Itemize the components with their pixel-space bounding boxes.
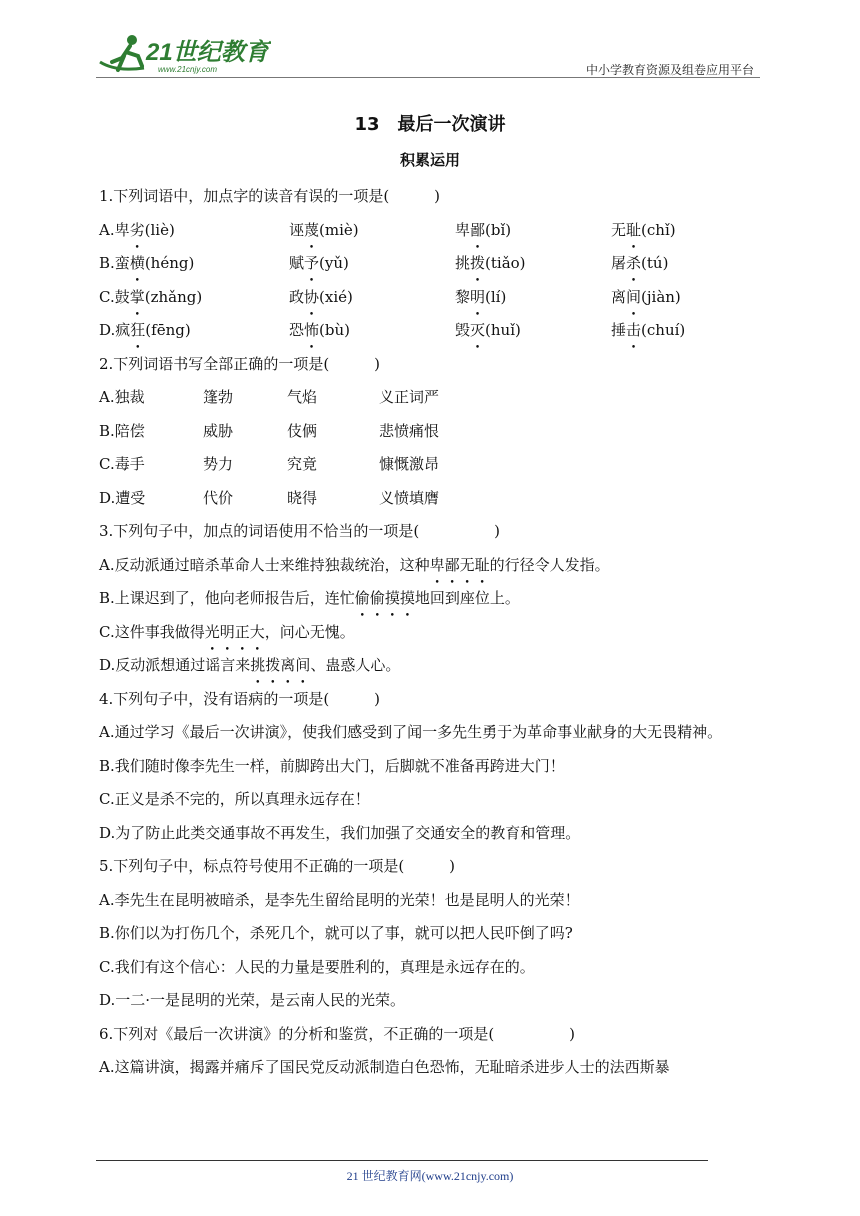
q1-word: 挑拨(tiǎo) bbox=[455, 254, 526, 272]
dotted-char: 耻 bbox=[626, 220, 642, 239]
dotted-char: 予 bbox=[304, 254, 320, 272]
dotted-char: 拨 bbox=[470, 254, 486, 272]
question-6-stem: 6.下列对《最后一次讲演》的分析和鉴赏，不正确的一项是( ) bbox=[99, 1024, 576, 1043]
question-4-option-a: A.通过学习《最后一次讲演》，使我们感受到了闻一多先生勇于为革命事业献身的大无畏精神。 bbox=[99, 723, 723, 741]
question-4-option-d: D.为了防止此类交通事故不再发生，我们加强了交通安全的教育和管理。 bbox=[99, 823, 581, 842]
header-divider bbox=[96, 77, 760, 78]
platform-name: 中小学教育资源及组卷应用平台 bbox=[585, 63, 754, 77]
q1-word: B.蛮横(héng) bbox=[99, 254, 195, 272]
question-5-option-b: B.你们以为打伤几个，杀死几个，就可以了事，就可以把人民吓倒了吗? bbox=[99, 924, 573, 942]
q1-option-row bbox=[99, 214, 765, 248]
q2-option-row bbox=[99, 415, 765, 449]
q2-word: 晓得 bbox=[287, 488, 318, 507]
q1-word: A.卑劣(liè) bbox=[99, 220, 175, 239]
q1-word: C.鼓掌(zhǎng) bbox=[99, 287, 203, 306]
question-3-option-b: B.上课迟到了，他向老师报告后，连忙偷偷摸摸地回到座位上。 bbox=[99, 589, 520, 607]
footer-text: 21 世纪教育网(www.21cnjy.com) bbox=[346, 1169, 514, 1183]
question-content bbox=[99, 180, 765, 1085]
dotted-phrase: 挑拨离间 bbox=[250, 656, 311, 674]
q2-word: 势力 bbox=[203, 455, 234, 473]
q1-word: 黎明(lí) bbox=[455, 287, 507, 306]
q1-word: 离间(jiàn) bbox=[611, 287, 681, 306]
q2-option-row bbox=[99, 381, 765, 415]
svg-text:www.21cnjy.com: www.21cnjy.com bbox=[158, 65, 217, 74]
q2-word: C.毒手 bbox=[99, 455, 145, 473]
question-3-option-c: C.这件事我做得光明正大，问心无愧。 bbox=[99, 622, 355, 641]
q2-option-row bbox=[99, 448, 765, 482]
q2-word: 究竟 bbox=[287, 455, 318, 473]
q2-word: D.遭受 bbox=[99, 488, 146, 507]
dotted-char: 杀 bbox=[626, 254, 642, 272]
question-1-stem: 1.下列词语中，加点字的读音有误的一项是( ) bbox=[99, 187, 441, 205]
q1-word: 赋予(yǔ) bbox=[289, 254, 349, 272]
q1-word: 毁灭(huǐ) bbox=[455, 321, 521, 339]
q1-word: 卑鄙(bǐ) bbox=[455, 220, 512, 239]
dotted-phrase: 卑鄙无耻 bbox=[429, 555, 490, 574]
q1-word: 无耻(chǐ) bbox=[611, 220, 676, 239]
q2-word: 义正词严 bbox=[379, 388, 440, 406]
dotted-char: 掌 bbox=[129, 287, 145, 306]
q1-word: D.疯狂(fēng) bbox=[99, 321, 191, 339]
dotted-char: 鄙 bbox=[470, 220, 486, 239]
question-3-option-d: D.反动派想通过谣言来挑拨离间、蛊惑人心。 bbox=[99, 656, 401, 674]
dotted-char: 蔑 bbox=[304, 220, 320, 239]
question-5-stem: 5.下列句子中，标点符号使用不正确的一项是( ) bbox=[99, 857, 456, 875]
dotted-char: 间 bbox=[626, 287, 642, 306]
q1-option-row bbox=[99, 314, 765, 348]
q2-word: 篷勃 bbox=[203, 388, 234, 406]
dotted-char: 横 bbox=[129, 254, 145, 272]
q1-option-row bbox=[99, 247, 765, 281]
q2-word: 慷慨激昂 bbox=[379, 455, 440, 473]
question-6-option-a: A.这篇讲演，揭露并痛斥了国民党反动派制造白色恐怖，无耻暗杀进步人士的法西斯暴 bbox=[99, 1058, 670, 1076]
dotted-char: 击 bbox=[626, 321, 642, 339]
q2-option-row bbox=[99, 482, 765, 516]
question-2-stem: 2.下列词语书写全部正确的一项是( ) bbox=[99, 354, 381, 373]
dotted-char: 协 bbox=[304, 287, 320, 306]
question-4-option-b: B.我们随时像李先生一样，前脚跨出大门，后脚就不准备再跨进大门！ bbox=[99, 756, 565, 775]
q2-word: 气焰 bbox=[287, 388, 318, 406]
q2-word: 悲愤痛恨 bbox=[379, 421, 440, 440]
dotted-char: 怖 bbox=[304, 321, 320, 339]
section-title: 积累运用 bbox=[399, 151, 460, 169]
question-5-option-c: C.我们有这个信心：人民的力量是要胜利的，真理是永远存在的。 bbox=[99, 957, 535, 976]
dotted-char: 劣 bbox=[129, 220, 145, 239]
q2-word: 伎俩 bbox=[287, 421, 318, 440]
question-4-option-c: C.正义是杀不完的，所以真理永远存在！ bbox=[99, 790, 370, 808]
question-3-stem: 3.下列句子中，加点的词语使用不恰当的一项是( ) bbox=[99, 522, 501, 540]
page-header bbox=[96, 32, 760, 78]
q1-word: 恐怖(bù) bbox=[289, 321, 350, 339]
q2-word: 义愤填膺 bbox=[379, 488, 440, 507]
page-title: 13 最后一次演讲 bbox=[354, 114, 506, 135]
dotted-char: 明 bbox=[470, 287, 486, 306]
q1-word: 屠杀(tú) bbox=[611, 254, 669, 272]
footer-divider bbox=[96, 1160, 708, 1161]
dotted-phrase: 偷偷摸摸 bbox=[354, 589, 415, 607]
logo bbox=[96, 32, 271, 76]
q2-word: B.陪偿 bbox=[99, 421, 145, 440]
q2-word: A.独裁 bbox=[99, 388, 145, 406]
question-3-option-a: A.反动派通过暗杀革命人士来维持独裁统治，这种卑鄙无耻的行径令人发指。 bbox=[99, 555, 610, 574]
question-4-stem: 4.下列句子中，没有语病的一项是( ) bbox=[99, 689, 381, 708]
svg-text:21世纪教育: 21世纪教育 bbox=[146, 39, 269, 66]
q1-word: 诬蔑(miè) bbox=[289, 220, 359, 239]
question-5-option-d: D.一二·一是昆明的光荣，是云南人民的光荣。 bbox=[99, 991, 406, 1009]
q1-word: 捶击(chuí) bbox=[611, 321, 686, 339]
q2-word: 威胁 bbox=[203, 421, 234, 440]
dotted-char: 灭 bbox=[470, 321, 486, 339]
dotted-char: 狂 bbox=[130, 321, 146, 339]
question-5-option-a: A.李先生在昆明被暗杀，是李先生留给昆明的光荣！也是昆明人的光荣！ bbox=[99, 890, 580, 909]
q1-word: 政协(xié) bbox=[289, 287, 353, 306]
q2-word: 代价 bbox=[203, 488, 234, 507]
dotted-phrase: 光明正大 bbox=[204, 622, 265, 641]
q1-option-row bbox=[99, 281, 765, 315]
question-2-options bbox=[99, 381, 765, 515]
question-1-options bbox=[99, 214, 765, 348]
